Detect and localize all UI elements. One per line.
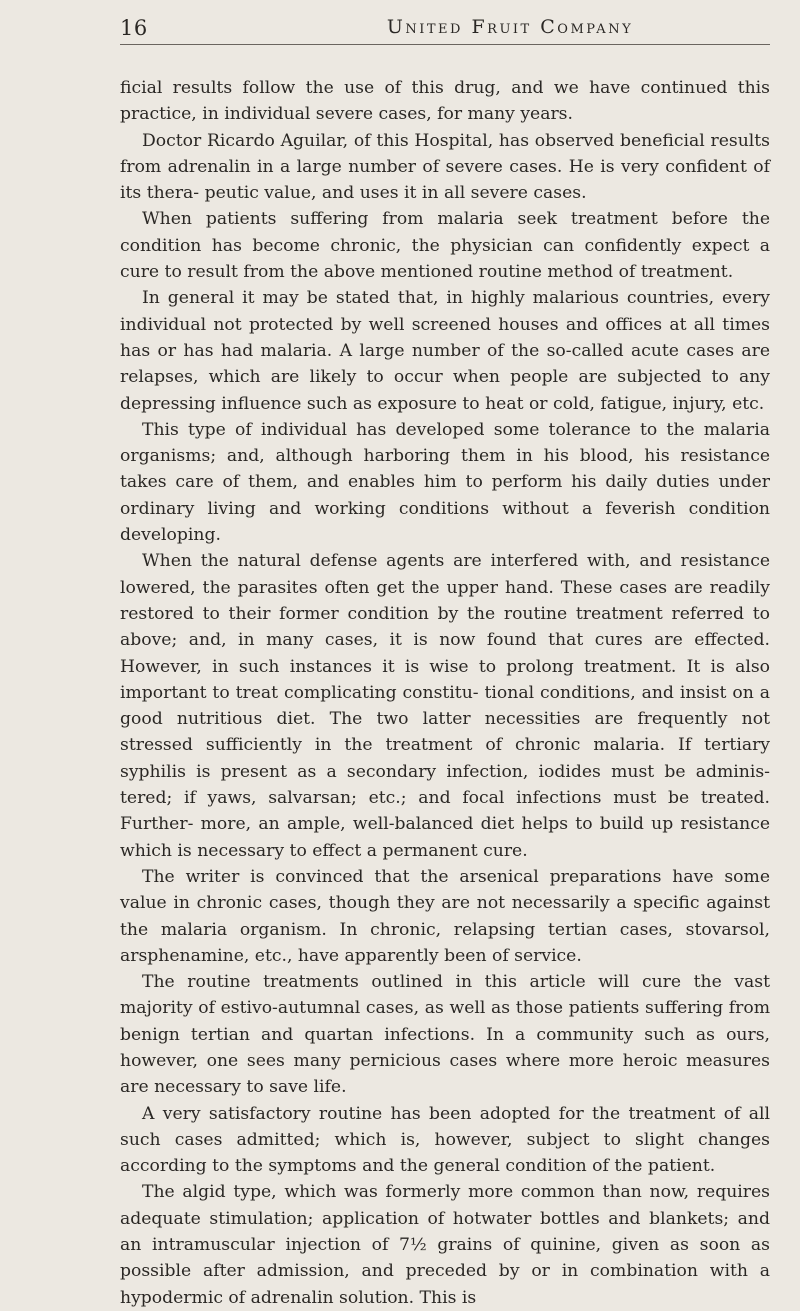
paragraph: In general it may be stated that, in highly malarious countries, every individual not protected by well screened houses and offices at all times has or has had malaria. A large number of the so-called acute cases are relapses, which are likely to occur when people are subjected to any depressing influence such as exposure to heat or cold, fatigue, injury, etc. <box>120 288 770 414</box>
page-header <box>120 14 770 45</box>
paragraph: Doctor Ricardo Aguilar, of this Hospital, has observed beneficial results from adrenalin in a large number of severe cases. He is very confident of its thera- peutic value, and uses it in all severe cases. <box>120 130 770 204</box>
body-text <box>120 75 770 1311</box>
paragraph: ficial results follow the use of this drug, and we have continued this practice, in individual severe cases, for many years. <box>120 78 770 125</box>
paragraph: This type of individual has developed some tolerance to the malaria organisms; and, although harboring them in his blood, his resistance takes care of them, and enables him to perform his daily duties under ordinary living and working conditions without a feverish condition developing. <box>120 419 770 546</box>
paragraph: A very satisfactory routine has been adopted for the treatment of all such cases admitted; which is, however, subject to slight changes according to the symptoms and the general condition of the patient. <box>120 1103 770 1177</box>
paragraph: The writer is convinced that the arsenical preparations have some value in chronic cases, though they are not necessarily a specific against the malaria organism. In chronic, relapsing tertian cases, stovarsol, arsphenamine, etc., have apparently been of service. <box>120 866 770 966</box>
paragraph: The algid type, which was formerly more common than now, requires adequate stimulation; application of hotwater bottles and blankets; and an intramuscular injection of 7½ grains of quinine, given as soon as possible after admission, and preceded by or in combination with a hypodermic of adrenalin solution. This is <box>120 1182 770 1308</box>
paragraph: When the natural defense agents are interfered with, and resistance lowered, the parasites often get the upper hand. These cases are readily restored to their former condition by the routine treatment referred to above; and, in many cases, it is now found that cures are effected. However, in such instances it is wise to prolong treatment. It is also important to treat complicating constitu- tional conditions, and insist on a good nutritious diet. The two latter necessities are frequently not stressed sufficiently in the treatment of chronic malaria. If tertiary syphilis is present as a secondary infection, iodides must be adminis- tered; if yaws, salvarsan; etc.; and focal infections must be treated. Further- more, an ample, well-balanced diet helps to build up resistance which is necessary to effect a permanent cure. <box>120 551 770 861</box>
paragraph: The routine treatments outlined in this article will cure the vast majority of estivo-autumnal cases, as well as those patients suffering from benign tertian and quartan infections. In a community such as ours, however, one sees many pernicious cases where more heroic measures are necessary to save life. <box>120 972 770 1098</box>
paragraph: When patients suffering from malaria seek treatment before the condition has become chronic, the physician can confidently expect a cure to result from the above mentioned routine method of treatment. <box>120 209 770 283</box>
running-title: United Fruit Company <box>386 16 634 38</box>
page-number: 16 <box>120 16 148 40</box>
